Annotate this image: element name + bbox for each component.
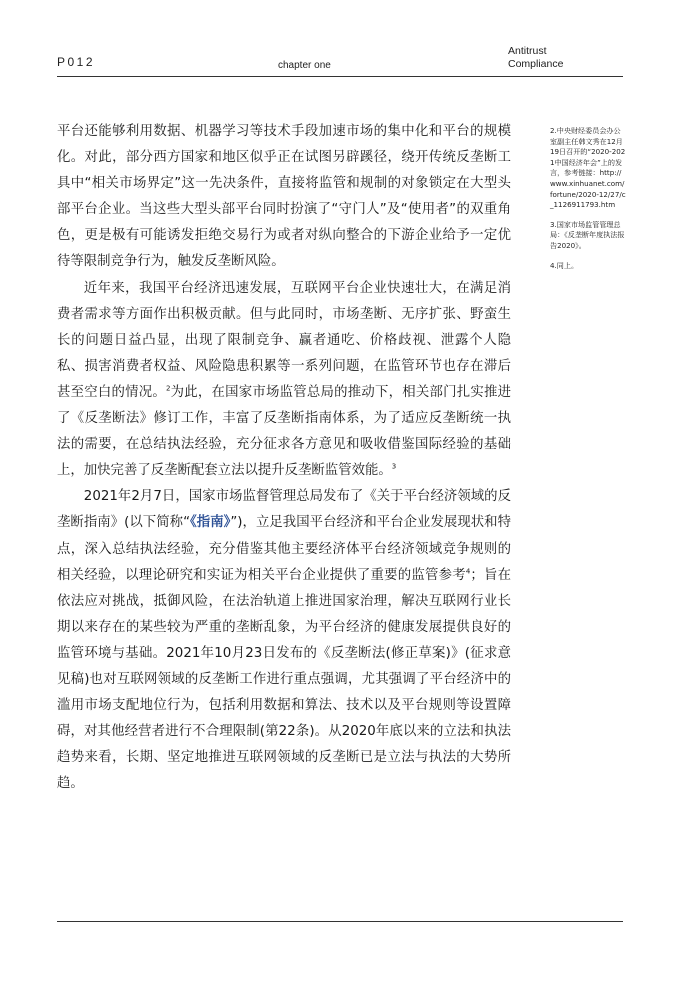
paragraph-3-text-c: ；旨在依法应对挑战，抵御风险，在法治轨道上推进国家治理，解决互联网行业长期以来存在的某些较为严重的垄断乱象，为平台经济的健康发展提供良好的监管环境与基础。2021年10月23日发布的《反垄断法(修正草案)》(征求意见稿)也对互联网领域的反垄断工作进行重点强调，尤其强调了平台经济中的滥用市场支配地位行为，包括利用数据和算法、技术以及平台规则等设置障碍，对其他经营者进行不合理限制(第22条)。从2020年底以来的立法和执法趋势来看，长期、坚定地推进互联网领域的反垄断已是立法与执法的大势所趋。 — [57, 567, 512, 792]
paragraph-2-text-a: 近年来，我国平台经济迅速发展，互联网平台企业快速壮大，在满足消费者需求等方面作出积极贡献。但与此同时，市场垄断、无序扩张、野蛮生长的问题日益凸显，出现了限制竞争、赢者通吃、价格歧视、泄露个人隐私、损害消费者权益、风险隐患积累等一系列问题，在监管环节也存在滞后甚至空白的情况。 — [57, 280, 511, 400]
paragraph-1: 平台还能够利用数据、机器学习等技术手段加速市场的集中化和平台的规模化。对此，部分西方国家和地区似乎正在试图另辟蹊径，绕开传统反垄断工具中“相关市场界定”这一先决条件，直接将监管和规制的对象锁定在大型头部平台企业。当这些大型头部平台同时扮演了“守门人”及“使用者”的双重角色，更是极有可能诱发拒绝交易行为或者对纵向整合的下游企业给予一定优待等限制竞争行为，触发反垄断风险。 — [57, 124, 511, 270]
footnote-ref-3[interactable]: 3 — [391, 462, 397, 471]
footer-divider — [57, 921, 623, 922]
sidenote-2: 2.中央财经委员会办公室副主任韩文秀在12月19日召开的“2020-2021中国经济年会”上的发言，参考链接：http://www.xinhuanet.com/fortune/2020-12/27/c_1126911793.htm — [550, 126, 626, 210]
paragraph-3-text-a: 2021年2月7日，国家市场监督管理总局发布了《关于平台经济领域的反垄断指南》(以下简称“ — [57, 489, 511, 531]
footnote-ref-2[interactable]: 2 — [165, 384, 171, 393]
footnote-ref-4[interactable]: 4 — [465, 567, 471, 576]
paragraph-2-text-b: 为此，在国家市场监管总局的推动下，相关部门扎实推进了《反垄断法》修订工作，丰富了反垄断指南体系，为了适应反垄断统一执法的需要，在总结执法经验，充分征求各方意见和吸收借鉴国际经验的基础上，加快完善了反垄断配套立法以提升反垄断监管效能。 — [57, 384, 512, 479]
running-title-line2: Compliance — [508, 58, 564, 70]
header-divider — [57, 76, 623, 77]
page-number: P012 — [57, 55, 96, 69]
running-title-line1: Antitrust — [508, 45, 547, 57]
body-text — [57, 119, 511, 797]
paragraph-3 — [57, 484, 511, 797]
paragraph-2 — [57, 276, 511, 485]
running-title — [508, 45, 563, 71]
sidenote-4: 4.同上。 — [550, 260, 579, 270]
chapter-label: chapter one — [278, 60, 331, 71]
sidenote-3: 3.国家市场监管管理总局：《反垄断年度执法报告2020》。 — [550, 219, 625, 250]
sidenotes — [550, 126, 626, 280]
guideline-highlight: 《指南》 — [190, 515, 231, 531]
paragraph-3-text-b: ”)，立足我国平台经济和平台企业发展现状和特点，深入总结执法经验，充分借鉴其他主要经济体平台经济领域竞争规则的相关经验，以理论研究和实证为相关平台企业提供了重要的监管参考 — [57, 515, 511, 583]
